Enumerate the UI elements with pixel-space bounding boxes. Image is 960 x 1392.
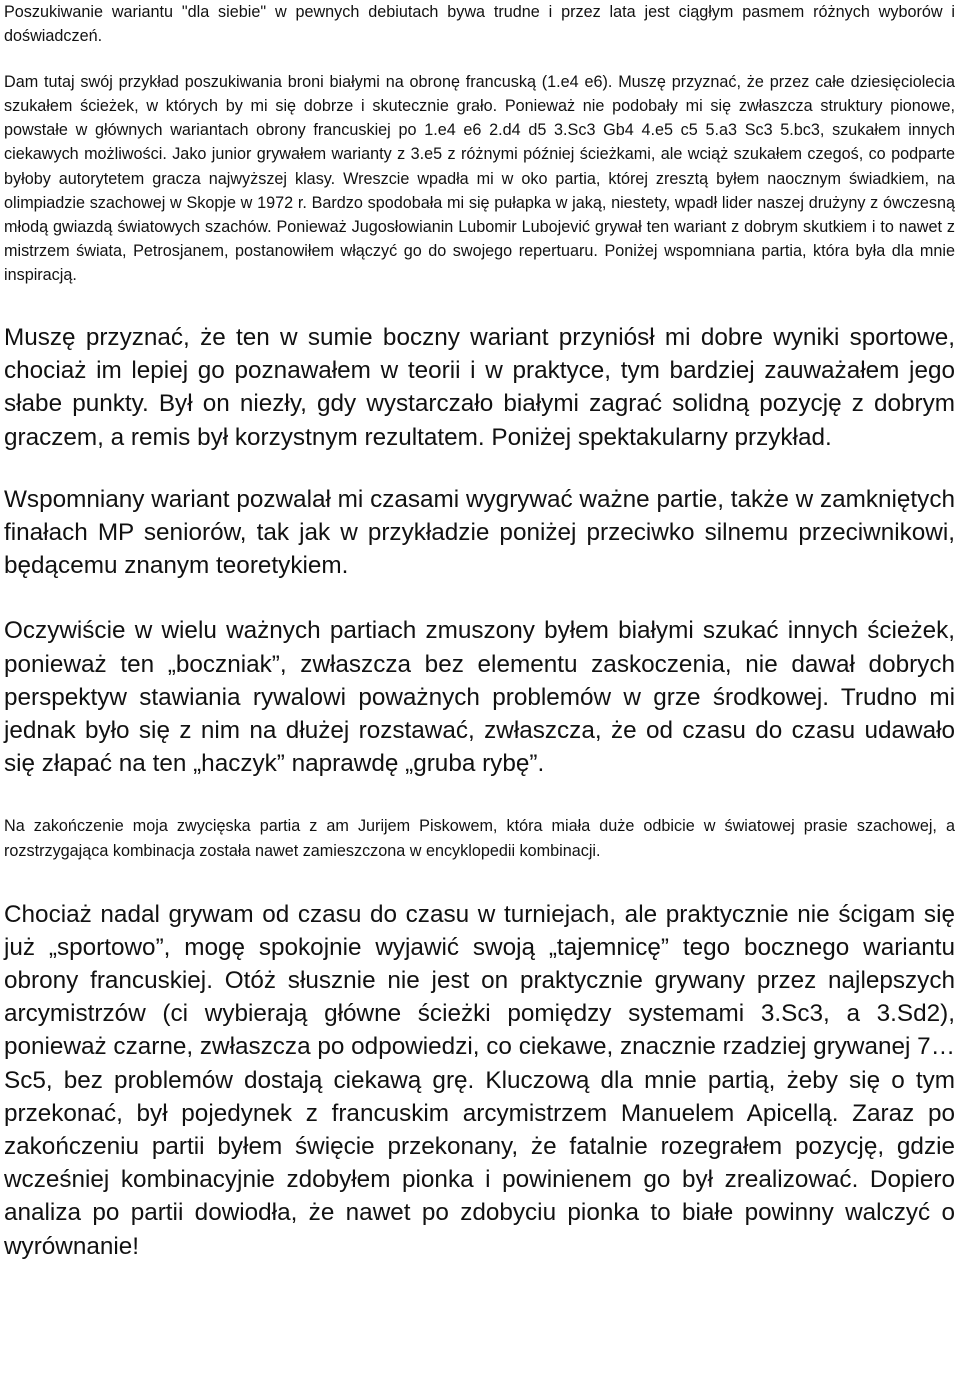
paragraph-secret-revealed: Chociaż nadal grywam od czasu do czasu w turniejach, ale praktycznie nie ścigam się już „sportowo”, mogę spokojnie wyjawić swoją „tajemnicę” tego bocznego wariantu obrony francuskiej. Otóż słusznie nie jest on praktycznie grywany przez najlepszych arcymistrzów (ci wybierają główne ścieżki pomiędzy systemami 3.Sc3, a 3.Sd2), ponieważ czarne, zwłaszcza po odpowiedzi, co ciekawe, znacznie rzadziej grywanej 7…Sc5, bez problemów dostają ciekawą grę. Kluczową dla mnie partią, żeby się o tym przekonać, był pojedynek z francuskim arcymistrzem Manuelem Apicellą. Zaraz po zakończeniu partii byłem święcie przekonany, że fatalnie rozegrałem pozycję, gdzie wcześniej kombinacyjnie zdobyłem pionka i powinienem go był zrealizować. Dopiero analiza po partii dowiodła, że nawet po zdobyciu pionka to białe powinny walczyć o wyrównanie! [4,900,955,1260]
document-page [4,0,955,1263]
paragraph-intro: Poszukiwanie wariantu "dla siebie" w pewnych debiutach bywa trudne i przez lata jest ciągłym pasmem różnych wyborów i doświadczeń. [4,3,955,46]
paragraph-important-wins: Wspomniany wariant pozwalał mi czasami wygrywać ważne partie, także w zamkniętych finałach MP seniorów, tak jak w przykładzie poniżej przeciwko silnemu przeciwnikowi, będącemu znanym teoretykiem. [4,485,955,580]
paragraph-french-defence-search: Dam tutaj swój przykład poszukiwania broni białymi na obronę francuską (1.e4 e6). Muszę przyznać, że przez całe dziesięciolecia szukałem ścieżek, w których by mi się dobrze i skutecznie grało. Ponieważ nie podobały mi się zwłaszcza struktury pionowe, powstałe w głównych wariantach obrony francuskiej po 1.e4 e6 2.d4 d5 3.Sc3 Gb4 4.e5 c5 5.a3 Sc3 5.bc3, szukałem innych ciekawych możliwości. Jako junior grywałem warianty z 3.e5 z różnymi później ścieżkami, ale wciąż szukałem czegoś, co podparte byłoby autorytetem gracza najwyższej klasy. Wreszcie wpadła mi w oko partia, której zresztą byłem naocznym świadkiem, na olimpiadzie szachowej w Skopje w 1972 r. Bardzo spodobała mi się pułapka w jaką, niestety, wpadł lider naszej drużyny z ówczesną młodą gwiazdą światowych szachów. Ponieważ Jugosłowianin Lubomir Lubojević grywał ten wariant z dobrym skutkiem i to nawet z mistrzem świata, Petrosjanem, postanowiłem włączyć go do swojego repertuaru. Poniżej wspomniana partia, która była dla mnie inspiracją. [4,73,955,284]
paragraph-other-paths: Oczywiście w wielu ważnych partiach zmuszony byłem białymi szukać innych ścieżek, ponieważ ten „boczniak”, zwłaszcza bez elementu zaskoczenia, nie dawał dobrych perspektyw stawiania rywalowi poważnych problemów w grze środkowej. Trudno mi jednak było się z nim na dłużej rozstawać, zwłaszcza, że od czasu do czasu udawało się złapać na ten „haczyk” naprawdę „gruba rybę”. [4,617,955,778]
paragraph-final-game: Na zakończenie moja zwycięska partia z am Jurijem Piskowem, która miała duże odbicie w światowej prasie szachowej, a rozstrzygająca kombinacja została nawet zamieszczona w encyklopedii kombinacji. [4,817,955,860]
paragraph-side-variation-results: Muszę przyznać, że ten w sumie boczny wariant przyniósł mi dobre wyniki sportowe, chociaż im lepiej go poznawałem w teorii i w praktyce, tym bardziej zauważałem jego słabe punkty. Był on niezły, gdy wystarczało białymi zagrać solidną pozycję z dobrym graczem, a remis był korzystnym rezultatem. Poniżej spektakularny przykład. [4,324,955,451]
